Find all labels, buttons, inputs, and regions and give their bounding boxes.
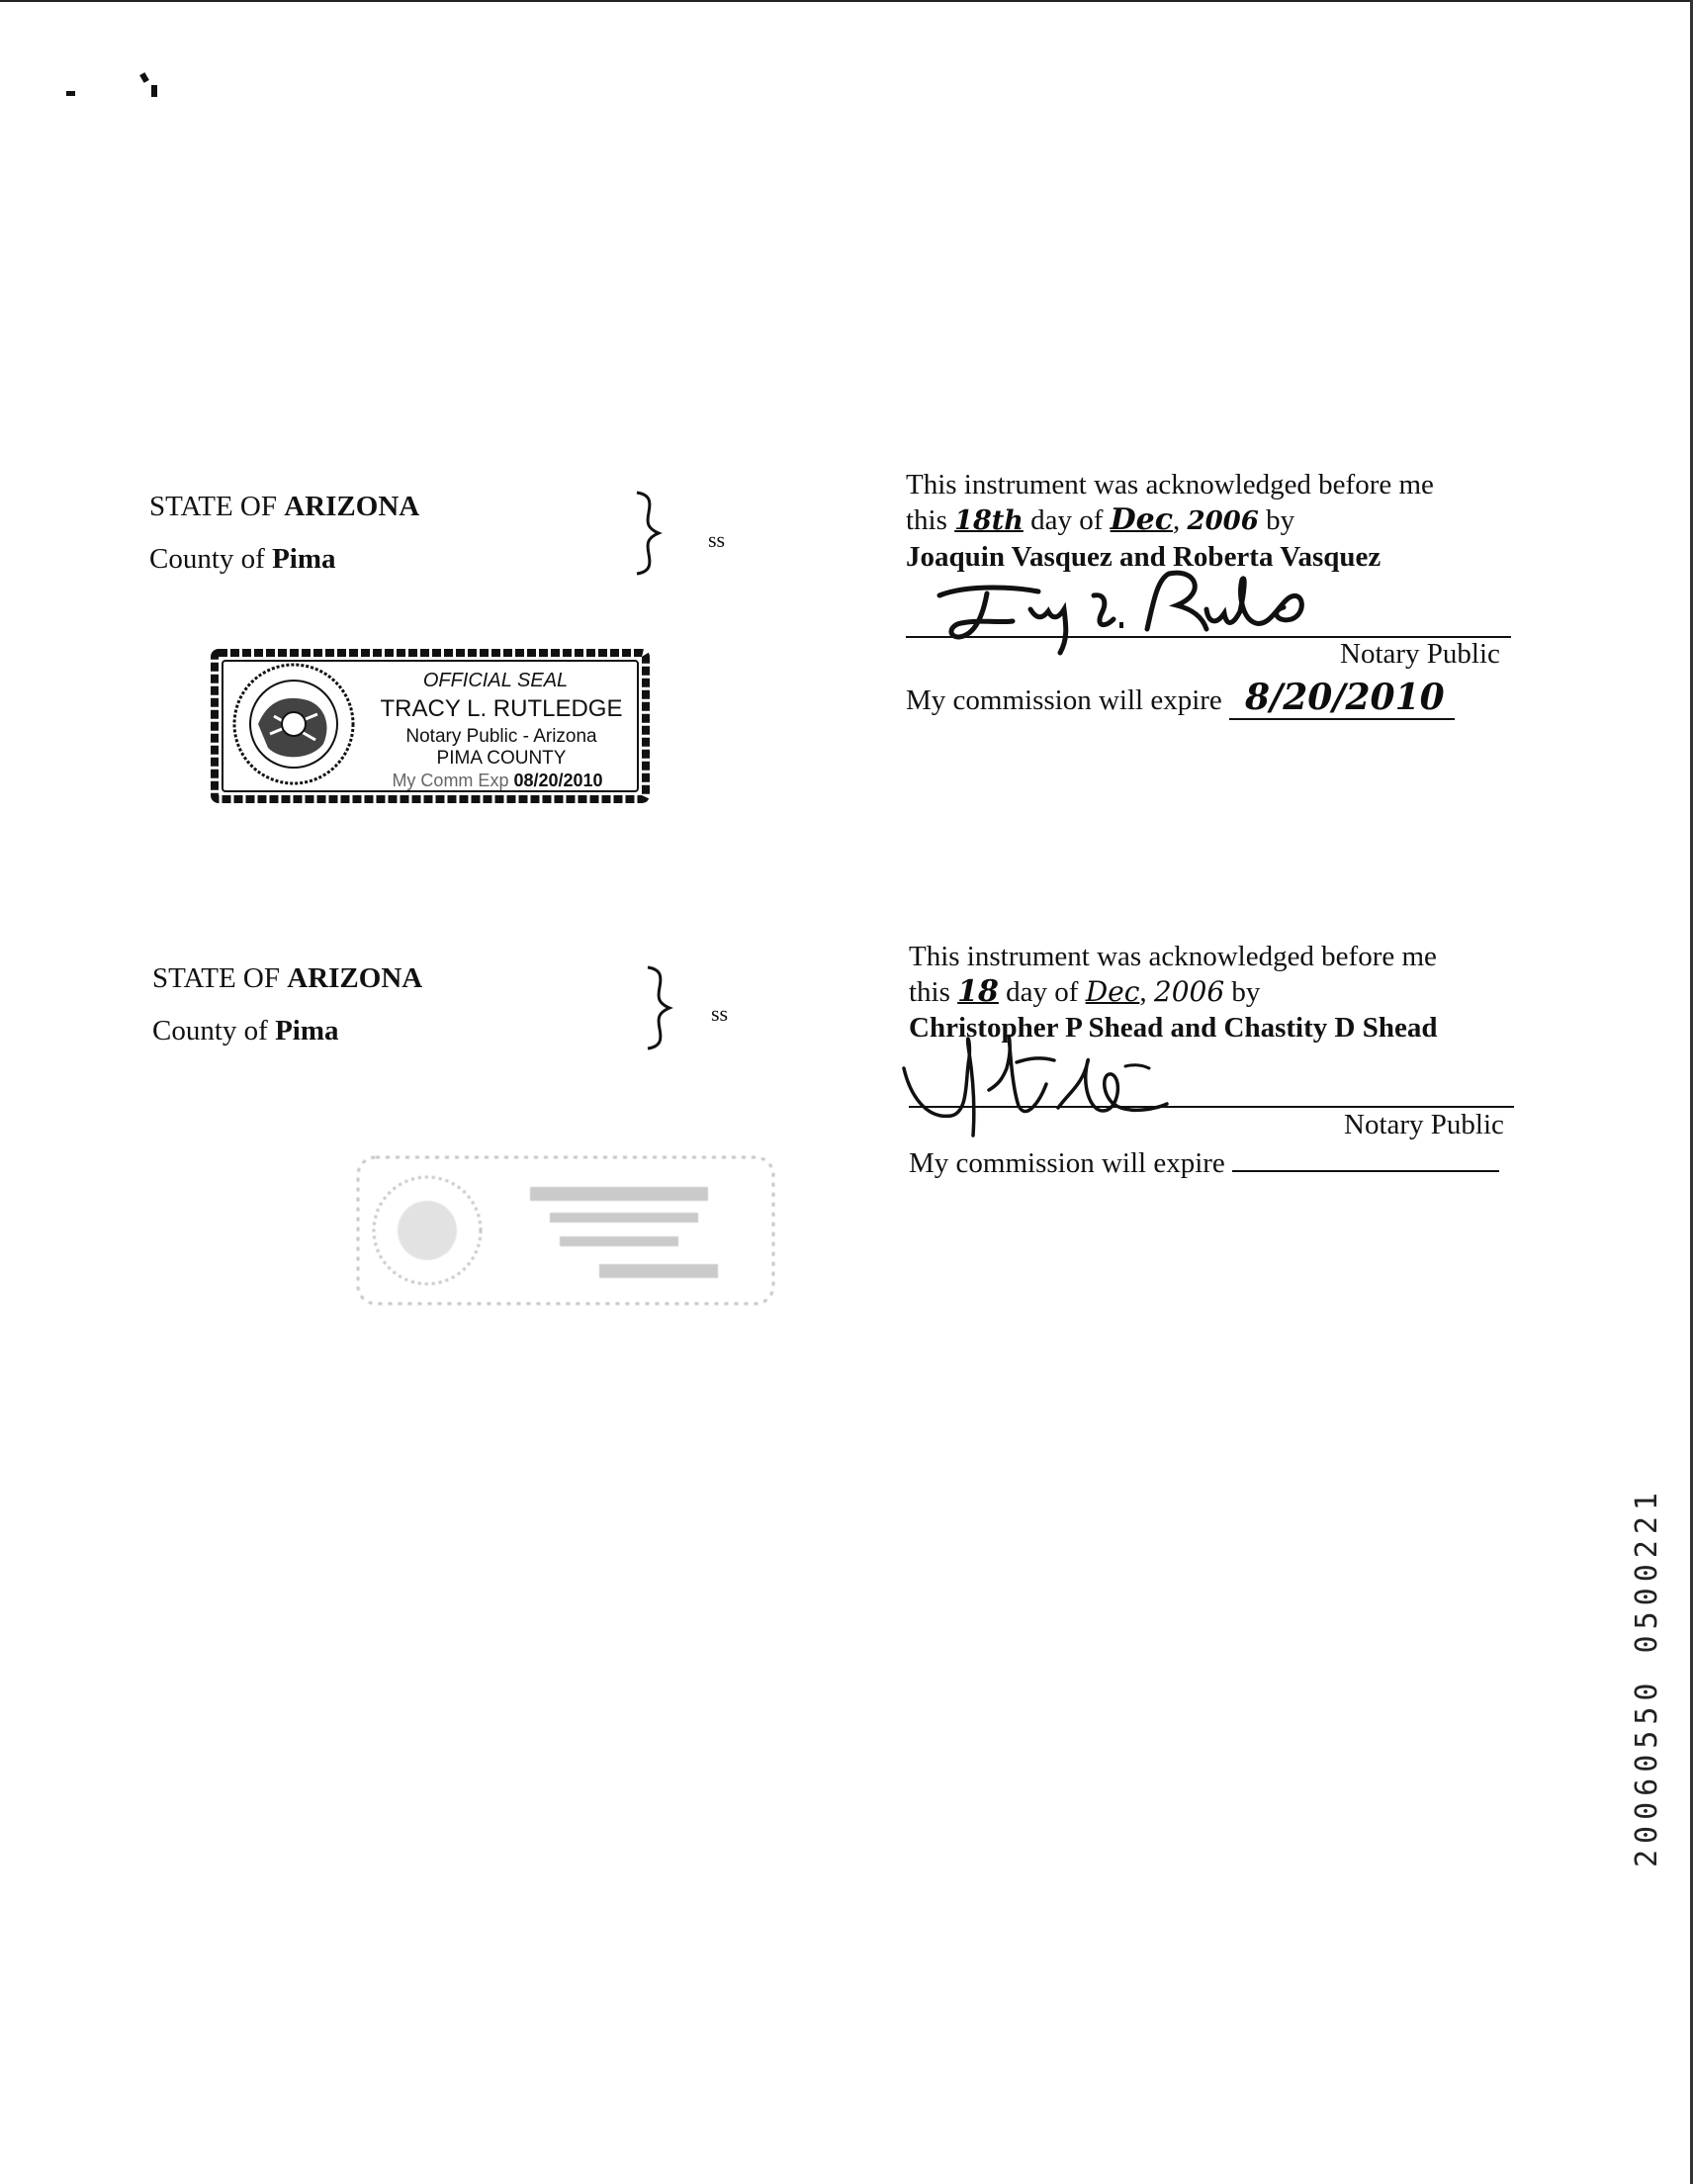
seal-line-2: TRACY L. RUTLEDGE: [380, 695, 623, 722]
year-handwritten: 2006: [1187, 506, 1259, 536]
state-name: ARIZONA: [287, 962, 423, 994]
faded-seal-impression: [352, 1147, 787, 1316]
state-line: STATE OF ARIZONA: [152, 962, 423, 994]
recording-number: 20060550 0500221: [1630, 1487, 1664, 1867]
ack-line-2: this 18 day of Dec, 2006 by: [909, 974, 1261, 1009]
seal-line-3: Notary Public - Arizona: [405, 726, 597, 747]
page-top-edge: [0, 0, 1693, 2]
scan-speck: [66, 91, 75, 96]
state-line: STATE OF ARIZONA: [149, 491, 420, 522]
ack-line-1: This instrument was acknowledged before me: [906, 469, 1434, 500]
seal-line-4: PIMA COUNTY: [436, 748, 567, 769]
day-handwritten: 18th: [954, 505, 1024, 536]
state-seal-emblem-icon: [234, 665, 353, 783]
month-handwritten: Dec: [1085, 975, 1140, 1008]
signer-names: Christopher P Shead and Chastity D Shead: [909, 1012, 1438, 1044]
ss-label: ss: [708, 527, 726, 552]
notary-public-label: Notary Public: [1340, 638, 1500, 670]
day-handwritten: 18: [957, 974, 999, 1009]
notary-public-label: Notary Public: [1344, 1109, 1504, 1140]
ss-label: ss: [711, 1001, 729, 1026]
county-name: Pima: [272, 543, 336, 575]
official-seal-stamp: [209, 645, 654, 813]
ack-line-1: This instrument was acknowledged before me: [909, 941, 1437, 972]
county-name: Pima: [275, 1015, 339, 1046]
county-line: County of Pima: [152, 1015, 339, 1046]
notary-signature: [910, 554, 1325, 663]
scan-speck: [151, 85, 157, 97]
county-line: County of Pima: [149, 543, 336, 575]
signature-line: [909, 1106, 1514, 1108]
signer-names: Joaquin Vasquez and Roberta Vasquez: [906, 541, 1381, 573]
brace-icon: [640, 963, 679, 1052]
notary-signature: [900, 999, 1256, 1147]
seal-line-5: My Comm Exp 08/20/2010: [392, 771, 603, 790]
expire-handwritten: 8/20/2010: [1229, 677, 1455, 720]
scan-speck: [139, 72, 149, 83]
venue-block: [149, 481, 419, 586]
ack-line-2: this 18th day of Dec, 2006 by: [906, 502, 1295, 537]
month-handwritten: Dec: [1110, 502, 1173, 537]
venue-block: [152, 953, 422, 1057]
year-handwritten: 2006: [1153, 975, 1225, 1008]
seal-line-1: OFFICIAL SEAL: [422, 670, 569, 691]
commission-expire: My commission will expire: [909, 1147, 1499, 1180]
commission-expire: My commission will expire 8/20/2010: [906, 677, 1455, 720]
expire-blank-line: [1232, 1148, 1499, 1172]
brace-icon: [629, 489, 668, 578]
state-name: ARIZONA: [284, 491, 420, 522]
